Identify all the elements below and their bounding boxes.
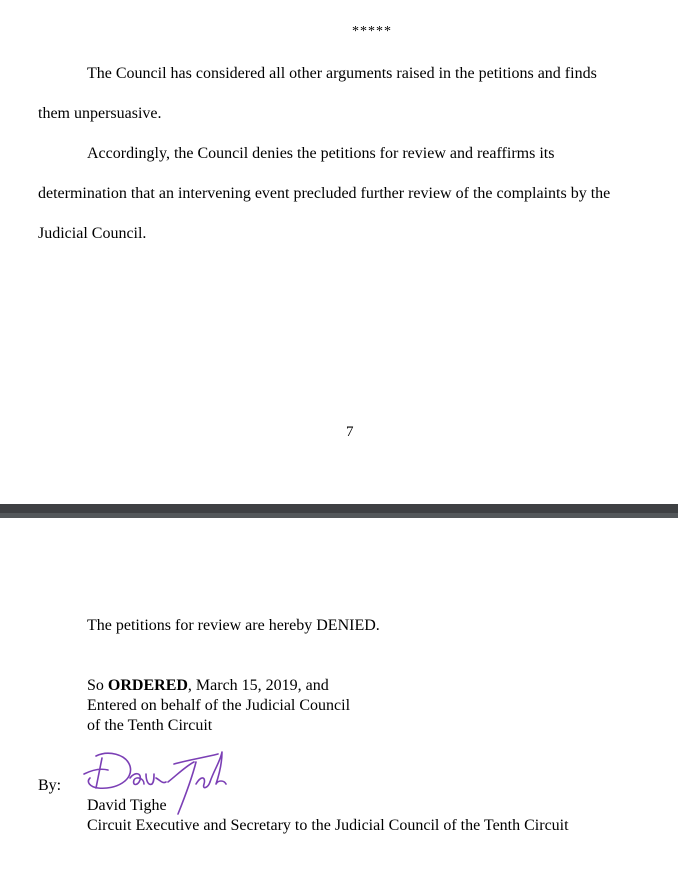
order-prefix: So: [87, 677, 108, 694]
paragraph-2-line-3: Judicial Council.: [38, 225, 147, 242]
section-separator: *****: [352, 24, 392, 39]
order-suffix: , March 15, 2019, and: [187, 677, 329, 694]
paragraph-2-line-2: determination that an intervening event precluded further review of the complaints by the: [38, 185, 611, 202]
paragraph-1-line-2: them unpersuasive.: [38, 105, 162, 122]
page-divider: [0, 504, 678, 518]
signer-title: Circuit Executive and Secretary to the Judicial Council of the Tenth Circuit: [87, 817, 569, 834]
by-label: By:: [38, 777, 62, 794]
paragraph-2-line-1: Accordingly, the Council denies the petitions for review and reaffirms its: [87, 145, 555, 162]
order-line: [87, 677, 329, 695]
entered-line: Entered on behalf of the Judicial Council: [87, 697, 351, 714]
signer-name: David Tighe: [87, 797, 167, 814]
paragraph-1-line-1: The Council has considered all other arguments raised in the petitions and finds: [87, 65, 597, 82]
circuit-line: of the Tenth Circuit: [87, 717, 213, 734]
order-bold: ORDERED: [107, 677, 188, 694]
denial-statement: The petitions for review are hereby DENIED.: [87, 617, 380, 634]
page-number: 7: [346, 424, 354, 440]
